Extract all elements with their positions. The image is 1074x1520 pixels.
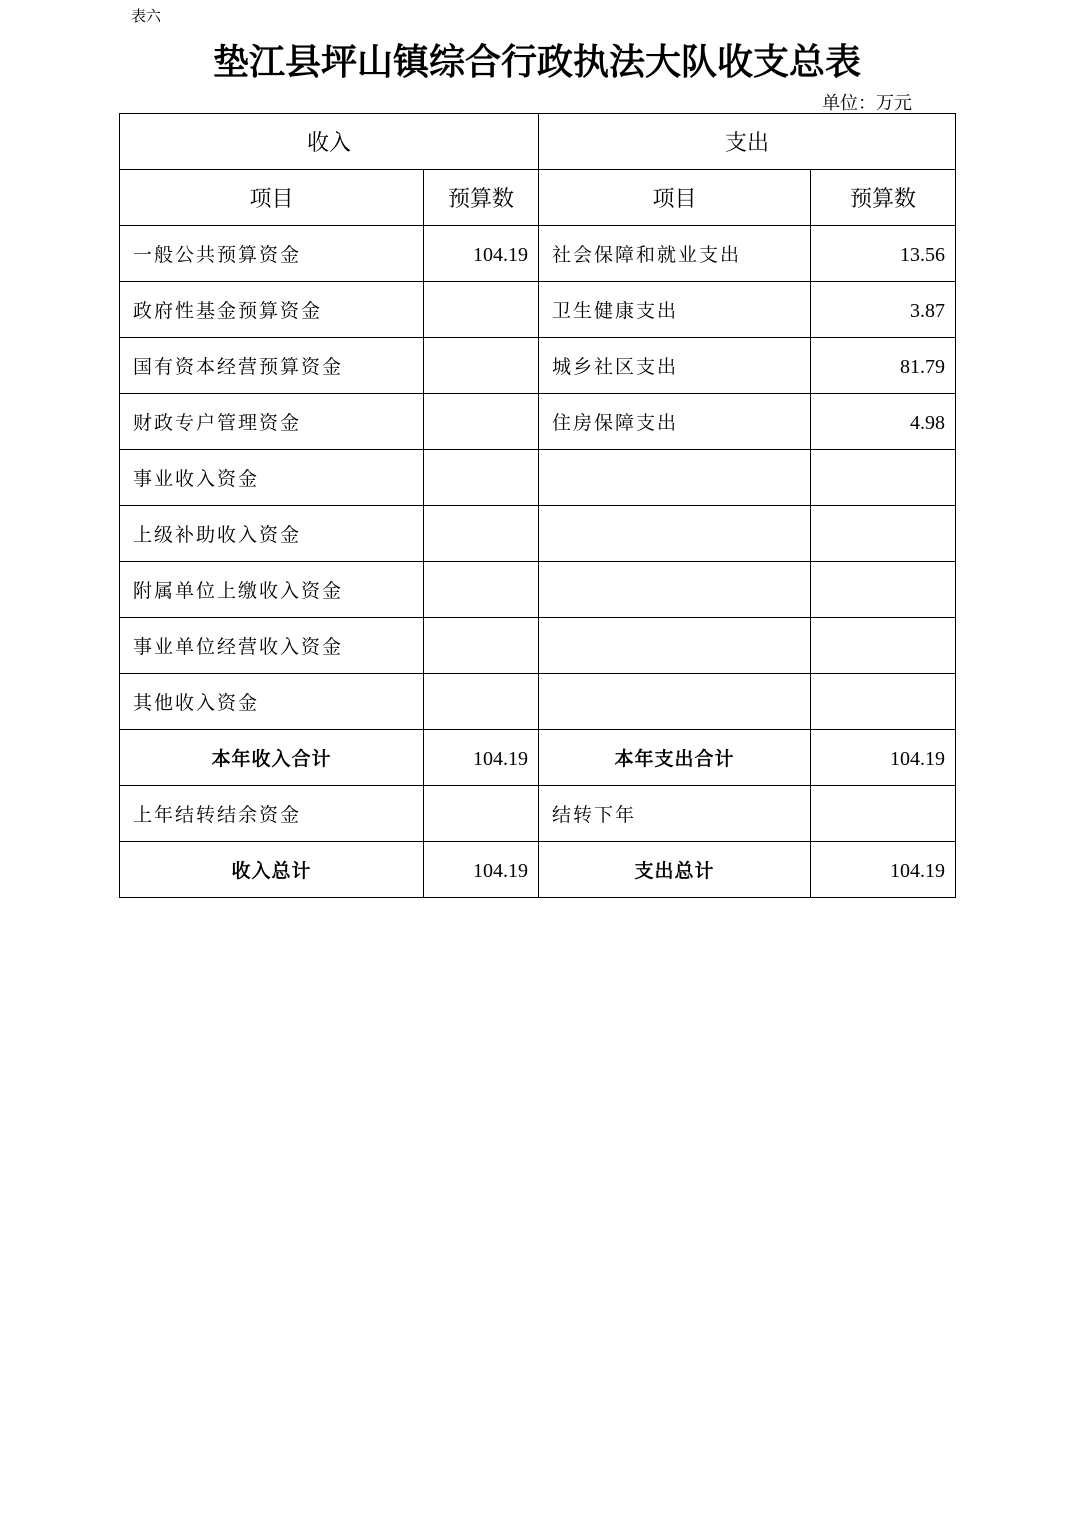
income-item: 事业单位经营收入资金 [120,618,424,674]
table-number-label: 表六 [131,7,162,25]
income-item: 政府性基金预算资金 [120,282,424,338]
expense-subtotal-value: 104.19 [811,730,956,786]
income-value [424,282,539,338]
expense-total-label: 支出总计 [539,842,811,898]
income-total-value: 104.19 [424,842,539,898]
income-section-header: 收入 [120,114,539,170]
expense-item: 社会保障和就业支出 [539,226,811,282]
income-subtotal-label: 本年收入合计 [120,730,424,786]
income-item: 上级补助收入资金 [120,506,424,562]
income-expense-table [119,113,956,898]
table-row [120,562,956,618]
expense-item-header: 项目 [539,170,811,226]
income-item: 财政专户管理资金 [120,394,424,450]
income-subtotal-value: 104.19 [424,730,539,786]
expense-value [811,506,956,562]
income-value [424,562,539,618]
income-item-header: 项目 [120,170,424,226]
expense-item [539,506,811,562]
expense-total-value: 104.19 [811,842,956,898]
unit-note: 单位：万元 [822,93,912,114]
table-row [120,506,956,562]
column-header-row [120,170,956,226]
table-row [120,282,956,338]
income-item: 事业收入资金 [120,450,424,506]
income-value: 104.19 [424,226,539,282]
income-value [424,506,539,562]
expense-value: 3.87 [811,282,956,338]
table-body [120,114,956,898]
document-title: 垫江县坪山镇综合行政执法大队收支总表 [212,41,861,83]
expense-item [539,562,811,618]
income-item: 一般公共预算资金 [120,226,424,282]
income-value [424,338,539,394]
expense-item [539,618,811,674]
expense-value: 81.79 [811,338,956,394]
table-row [120,674,956,730]
expense-item: 住房保障支出 [539,394,811,450]
expense-budget-header: 预算数 [811,170,956,226]
income-total-label: 收入总计 [120,842,424,898]
expense-value [811,674,956,730]
expense-value: 13.56 [811,226,956,282]
expense-value: 4.98 [811,394,956,450]
income-budget-header: 预算数 [424,170,539,226]
income-value [424,674,539,730]
table-row [120,450,956,506]
carryover-row [120,786,956,842]
expense-carryover-value [811,786,956,842]
expense-subtotal-label: 本年支出合计 [539,730,811,786]
income-value [424,394,539,450]
table-row [120,338,956,394]
income-carryover-value [424,786,539,842]
income-item: 国有资本经营预算资金 [120,338,424,394]
expense-value [811,450,956,506]
table-row [120,394,956,450]
subtotal-row [120,730,956,786]
expense-item: 卫生健康支出 [539,282,811,338]
table-row [120,226,956,282]
income-item: 其他收入资金 [120,674,424,730]
grand-total-row [120,842,956,898]
expense-carryover-label: 结转下年 [539,786,811,842]
expense-section-header: 支出 [539,114,956,170]
income-value [424,618,539,674]
income-carryover-label: 上年结转结余资金 [120,786,424,842]
expense-value [811,562,956,618]
expense-value [811,618,956,674]
table-row [120,618,956,674]
expense-item [539,674,811,730]
income-item: 附属单位上缴收入资金 [120,562,424,618]
expense-item [539,450,811,506]
income-value [424,450,539,506]
expense-item: 城乡社区支出 [539,338,811,394]
section-header-row [120,114,956,170]
